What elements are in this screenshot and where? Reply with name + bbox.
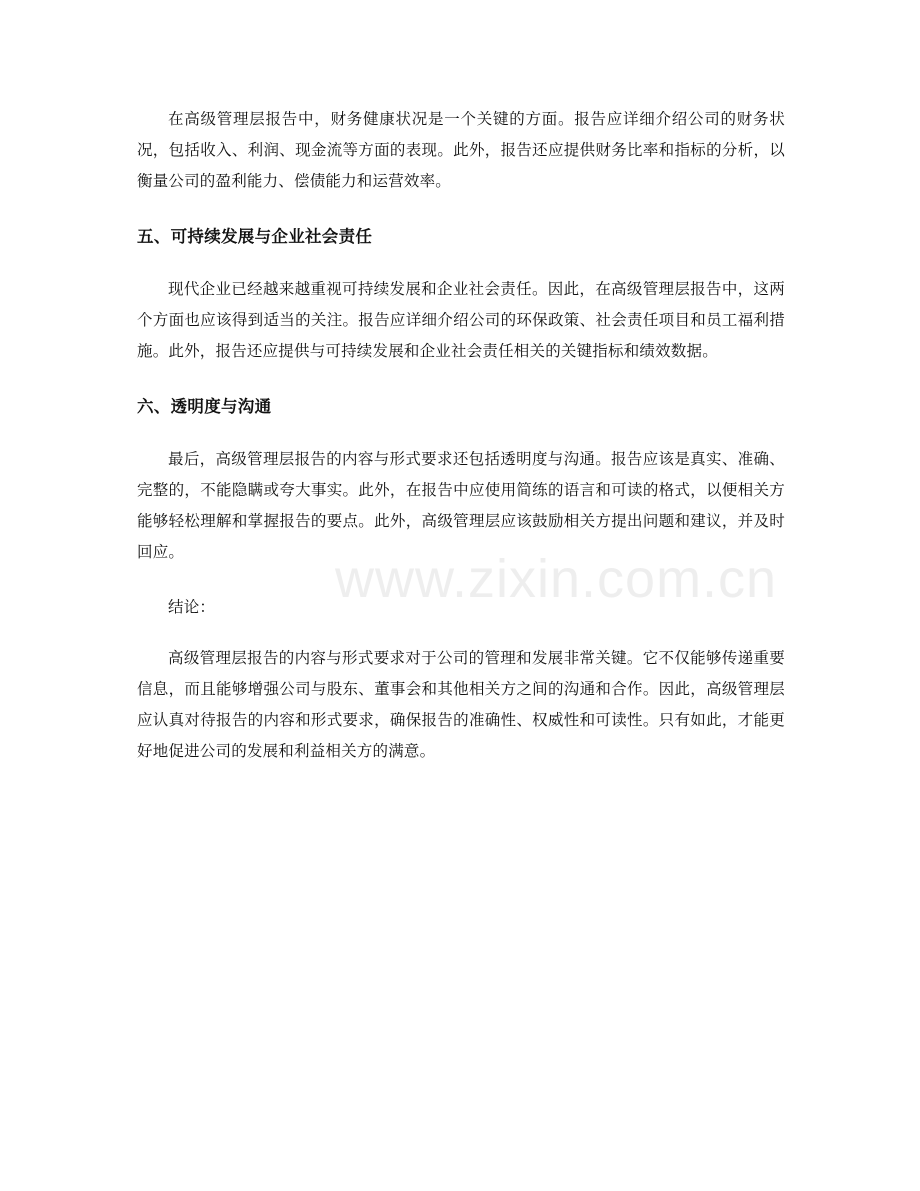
section5-paragraph: 现代企业已经越来越重视可持续发展和企业社会责任。因此，在高级管理层报告中，这两个方面也应该得到适当的关注。报告应详细介绍公司的环保政策、社会责任项目和员工福利措施。此外，报告还应提供与可持续发展和企业社会责任相关的关键指标和绩效数据。 [137,280,785,360]
conclusion-label: 结论： [168,598,216,616]
document-body [137,104,785,791]
watermark: www.zixin.com.cn [335,549,778,609]
section6-heading: 六、透明度与沟通 [137,397,272,416]
section5-heading: 五、可持续发展与企业社会责任 [137,227,373,246]
section6-paragraph: 最后，高级管理层报告的内容与形式要求还包括透明度与沟通。报告应该是真实、准确、完整的，不能隐瞒或夸大事实。此外，在报告中应使用简练的语言和可读的格式，以便相关方能够轻松理解和掌握报告的要点。此外，高级管理层应该鼓励相关方提出问题和建议，并及时回应。 [137,450,785,561]
conclusion-paragraph: 高级管理层报告的内容与形式要求对于公司的管理和发展非常关键。它不仅能够传递重要信息，而且能够增强公司与股东、董事会和其他相关方之间的沟通和合作。因此，高级管理层应认真对待报告的内容和形式要求，确保报告的准确性、权威性和可读性。只有如此，才能更好地促进公司的发展和利益相关方的满意。 [137,649,785,760]
intro-paragraph: 在高级管理层报告中，财务健康状况是一个关键的方面。报告应详细介绍公司的财务状况，包括收入、利润、现金流等方面的表现。此外，报告还应提供财务比率和指标的分析，以衡量公司的盈利能力、偿债能力和运营效率。 [137,110,785,190]
